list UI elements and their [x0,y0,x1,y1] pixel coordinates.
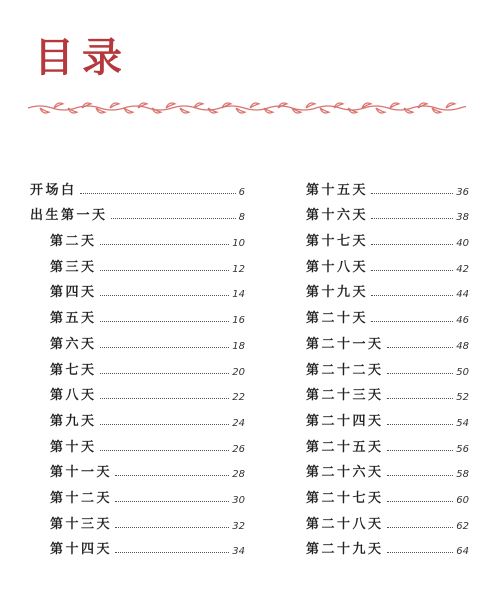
page-title: 目录 [34,35,130,81]
dot-leader [100,398,230,399]
toc-entry-page-number: 20 [232,366,245,378]
toc-entry-label: 第二十九天 [306,542,384,558]
toc-entry-page-number: 46 [456,315,469,327]
toc-entry-label: 第二十八天 [306,516,384,532]
toc-entry-label: 第二十天 [306,311,369,327]
dot-leader [371,321,453,322]
toc-entry-label: 开场白 [30,182,77,198]
toc-entry-page-number: 26 [232,443,245,455]
dot-leader [387,501,454,502]
toc-entry-label: 第十五天 [306,182,369,198]
toc-entry-label: 第四天 [50,285,97,301]
toc-entry[interactable] [306,198,469,224]
toc-entry-label: 第八天 [50,388,97,404]
toc-entry-page-number: 50 [456,366,469,378]
dot-leader [387,552,454,553]
dot-leader [387,424,454,425]
dot-leader [371,270,453,271]
toc-entry[interactable] [30,429,245,455]
toc-entry-label: 第十天 [50,439,97,455]
toc-entry[interactable] [306,275,469,301]
toc-entry[interactable] [30,506,245,532]
toc-entry-page-number: 64 [456,546,469,558]
toc-entry[interactable] [30,326,245,352]
dot-leader [371,295,453,296]
dot-leader [387,398,454,399]
toc-entry-label: 第五天 [50,311,97,327]
toc-entry-page-number: 36 [456,186,469,198]
toc-entry-label: 第二十二天 [306,362,384,378]
toc-entry[interactable] [306,223,469,249]
toc-entry-page-number: 56 [456,443,469,455]
toc-entry-page-number: 52 [456,392,469,404]
toc-entry-page-number: 24 [232,417,245,429]
dot-leader [80,193,236,194]
toc-entry[interactable] [30,172,245,198]
toc-entry-page-number: 10 [232,238,245,250]
toc-entry[interactable] [306,506,469,532]
toc-entry[interactable] [30,249,245,275]
toc-entry-page-number: 30 [232,494,245,506]
toc-entry[interactable] [30,378,245,404]
toc-entry[interactable] [30,403,245,429]
toc-entry-page-number: 62 [456,520,469,532]
toc-entry-page-number: 8 [238,212,245,224]
dot-leader [100,321,230,322]
toc-entry-page-number: 40 [456,238,469,250]
toc-entry-label: 第七天 [50,362,97,378]
dot-leader [387,527,454,528]
toc-entry[interactable] [30,300,245,326]
dot-leader [115,475,229,476]
toc-entry-label: 第二十四天 [306,413,384,429]
toc-entry-page-number: 14 [232,289,245,301]
dot-leader [100,270,230,271]
toc-entry[interactable] [30,352,245,378]
dot-leader [387,450,454,451]
toc-entry-label: 第二十一天 [306,336,384,352]
dot-leader [100,347,230,348]
toc-entry-label: 第三天 [50,259,97,275]
dot-leader [100,373,230,374]
toc-entry-page-number: 28 [232,469,245,481]
toc-entry-label: 第二十五天 [306,439,384,455]
toc-left-column [30,172,245,557]
toc-entry-page-number: 32 [232,520,245,532]
dot-leader [371,244,453,245]
toc-entry[interactable] [30,455,245,481]
toc-entry-label: 第十九天 [306,285,369,301]
dot-leader [115,501,229,502]
dot-leader [100,450,230,451]
toc-entry-label: 第十二天 [50,490,113,506]
toc-entry-label: 第十八天 [306,259,369,275]
toc-entry-label: 第十三天 [50,516,113,532]
toc-entry-label: 第二十六天 [306,465,384,481]
toc-entry[interactable] [306,300,469,326]
toc-entry[interactable] [30,198,245,224]
dot-leader [111,218,236,219]
toc-entry-page-number: 42 [456,263,469,275]
toc-entry-page-number: 18 [232,340,245,352]
toc-entry[interactable] [30,223,245,249]
dot-leader [115,527,229,528]
toc-entry-label: 第九天 [50,413,97,429]
dot-leader [100,244,230,245]
toc-entry-label: 第十一天 [50,465,113,481]
toc-entry[interactable] [306,249,469,275]
toc-entry[interactable] [30,480,245,506]
toc-entry-label: 出生第一天 [30,208,108,224]
toc-entry-page-number: 12 [232,263,245,275]
toc-entry-label: 第六天 [50,336,97,352]
toc-right-column [306,172,469,557]
dot-leader [100,424,230,425]
toc-entry[interactable] [30,275,245,301]
dot-leader [100,295,230,296]
toc-entry[interactable] [306,172,469,198]
toc-entry[interactable] [306,352,469,378]
toc-entry-label: 第二十七天 [306,490,384,506]
toc-entry[interactable] [306,455,469,481]
dot-leader [387,373,454,374]
dot-leader [387,475,454,476]
dot-leader [371,193,453,194]
toc-entry-page-number: 38 [456,212,469,224]
toc-entry[interactable] [306,532,469,558]
toc-entry-label: 第十六天 [306,208,369,224]
toc-entry-page-number: 22 [232,392,245,404]
toc-entry-page-number: 44 [456,289,469,301]
toc-entry[interactable] [306,480,469,506]
toc-entry-page-number: 6 [238,186,245,198]
toc-entry-label: 第十七天 [306,234,369,250]
toc-entry-page-number: 34 [232,546,245,558]
toc-entry[interactable] [306,378,469,404]
toc-entry[interactable] [306,403,469,429]
toc-entry[interactable] [306,326,469,352]
toc-entry-page-number: 60 [456,494,469,506]
toc-entry-page-number: 58 [456,469,469,481]
toc-entry-label: 第十四天 [50,542,113,558]
toc-entry-label: 第二天 [50,234,97,250]
dot-leader [371,218,453,219]
toc-entry-page-number: 48 [456,340,469,352]
toc-entry[interactable] [30,532,245,558]
toc-entry-label: 第二十三天 [306,388,384,404]
dot-leader [387,347,454,348]
toc-entry-page-number: 54 [456,417,469,429]
toc-entry-page-number: 16 [232,315,245,327]
toc-entry[interactable] [306,429,469,455]
dot-leader [115,552,229,553]
vine-divider-icon [26,96,466,118]
